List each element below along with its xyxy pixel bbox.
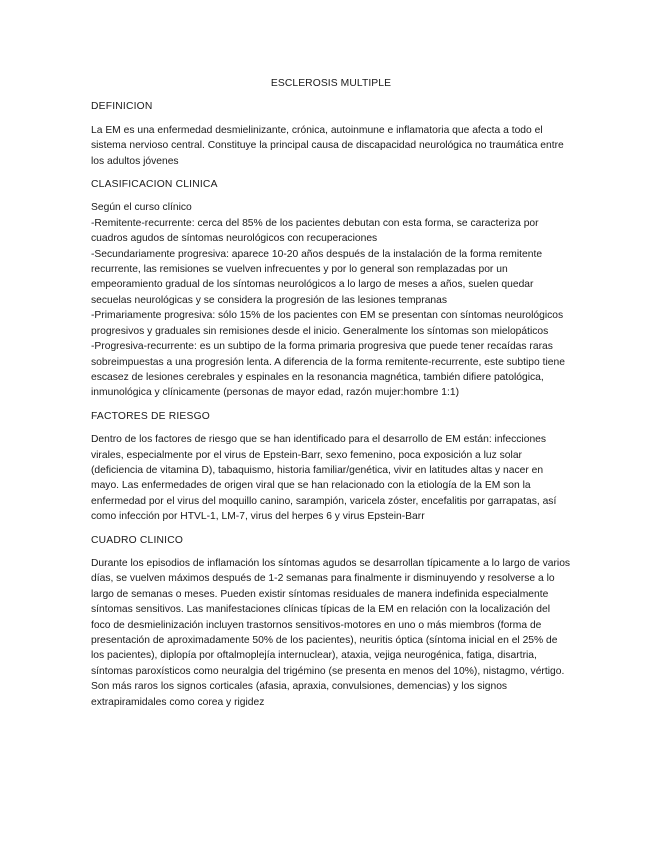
clasificacion-item-primaria: -Primariamente progresiva: sólo 15% de los pacientes con EM se presentan con síntomas neurológicos progresivos y graduales sin remisiones desde el inicio. Generalmente los síntomas son mielopáticos	[91, 310, 564, 337]
section-heading-cuadro: CUADRO CLINICO	[91, 534, 184, 546]
clasificacion-item-secundaria: -Secundariamente progresiva: aparece 10-20 años después de la instalación de la forma remitente recurrente, las remisiones se vuelven infrecuentes y por lo general son remplazadas por un empeoramiento gradual de los síntomas neurológicos a lo largo de meses a años, suelen quedar secuelas neurológicas y se considera la progresión de las lesiones tempranas	[91, 248, 543, 306]
section-heading-factores: FACTORES DE RIESGO	[91, 410, 210, 422]
section-heading-definicion: DEFINICION	[91, 101, 153, 113]
document-body	[91, 76, 571, 718]
cuadro-paragraph: Durante los episodios de inflamación los síntomas agudos se desarrollan típicamente a lo largo de varios días, se vuelven máximos después de 1-2 semanas para finalmente ir disminuyendo y resolverse a lo largo de semanas o meses. Pueden existir síntomas residuales de manera indefinida especialmente síntomas sensitivos. Las manifestaciones clínicas típicas de la EM en relación con la localización del foco de desmielinización incluyen trastornos sensitivos-motores en uno o más miembros (forma de presentación de aproximadamente 50% de los pacientes), neuritis óptica (síntoma inicial en el 25% de los pacientes), diplopía por oftalmoplejía internuclear), ataxia, vejiga neurogénica, fatiga, disartria, síntomas paroxísticos como neuralgia del trigémino (se presenta en menos del 10%), nistagmo, vértigo. Son más raros los signos corticales (afasia, apraxia, convulsiones, demencias) y los signos extrapiramidales como corea y rigidez	[91, 557, 571, 708]
definicion-paragraph: La EM es una enfermedad desmielinizante, crónica, autoinmune e inflamatoria que afecta a todo el sistema nervioso central. Constituye la principal causa de discapacidad neurológica no traumática entre los adultos jóvenes	[91, 124, 564, 167]
clasificacion-intro: Según el curso clínico	[91, 202, 192, 214]
clasificacion-list	[91, 200, 571, 400]
factores-paragraph: Dentro de los factores de riesgo que se han identificado para el desarrollo de EM están: infecciones virales, especialmente por el virus de Epstein-Barr, sexo femenino, poca exposición a luz solar (deficiencia de vitamina D), tabaquismo, historia familiar/genética, vivir en latitudes altas y nacer en mayo. Las enfermedades de origen viral que se han relacionado con la etiología de la EM son la enfermedad por el virus del moquillo canino, sarampión, varicela zóster, encefalitis por garrapatas, así como infección por HTVL-1, LM-7, virus del herpes 6 y virus Epstein-Barr	[91, 434, 557, 523]
document-title: ESCLEROSIS MULTIPLE	[270, 78, 392, 89]
clasificacion-item-progresiva-recurrente: -Progresiva-recurrente: es un subtipo de la forma primaria progresiva que puede tener recaídas raras sobreimpuestas a una progresión lenta. A diferencia de la forma remitente-recurrente, este subtipo tiene escasez de lesiones cerebrales y espinales en la resonancia magnética, también difiere patológica, inmunológica y clínicamente (personas de mayor edad, razón mujer:hombre 1:1)	[91, 341, 565, 399]
section-heading-clasificacion: CLASIFICACION CLINICA	[91, 179, 218, 191]
clasificacion-item-remitente: -Remitente-recurrente: cerca del 85% de los pacientes debutan con esta forma, se caracteriza por cuadros agudos de síntomas neurológicos con recuperaciones	[91, 217, 539, 245]
